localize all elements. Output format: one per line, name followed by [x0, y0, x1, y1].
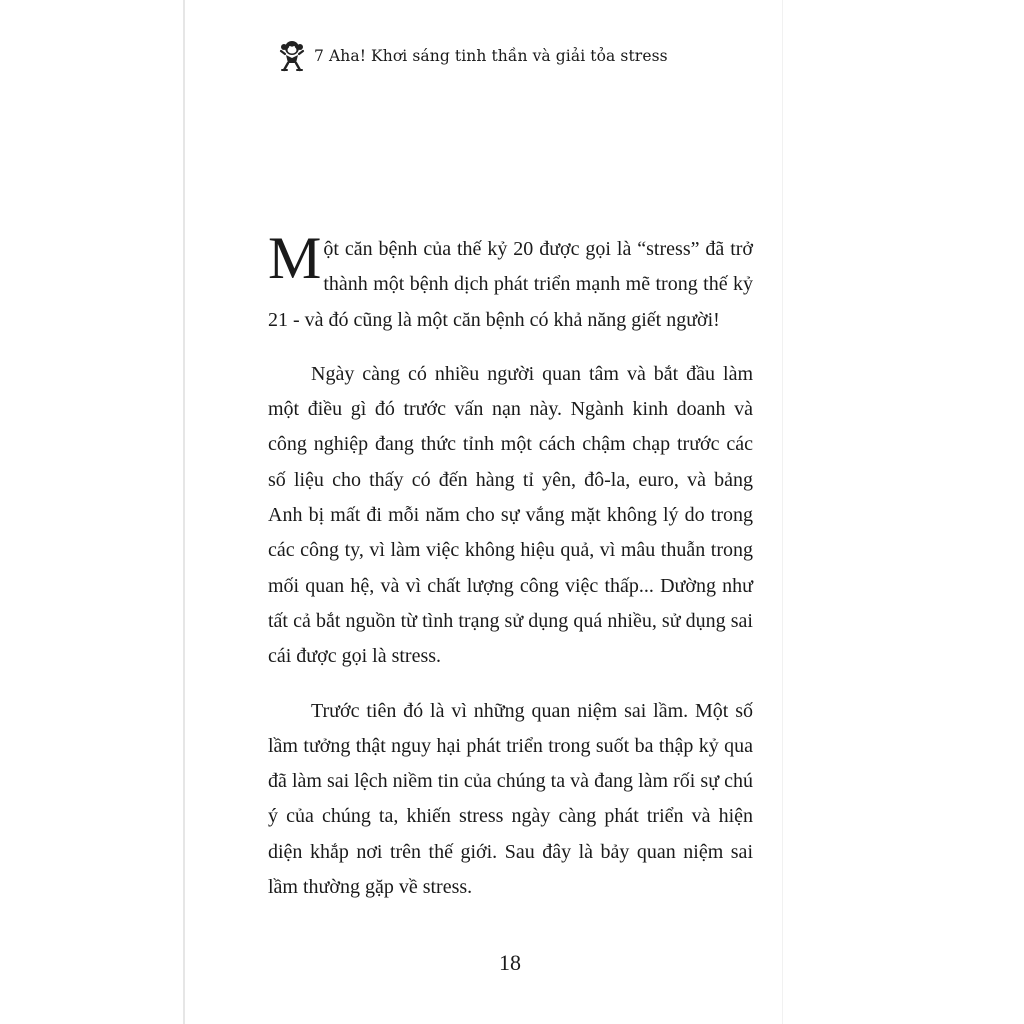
paragraph-1	[268, 225, 753, 338]
page-gutter-line	[183, 0, 185, 1024]
monkey-mascot-icon	[278, 39, 306, 73]
paragraph-2: Ngày càng có nhiều người quan tâm và bắt đầu làm một điều gì đó trước vấn nạn này. Ngành kinh doanh và công nghiệp đang thức tỉnh một cách chậm chạp trước các số liệu cho thấy có đến hàng tỉ yên, đô-la, euro, và bảng Anh bị mất đi mỗi năm cho sự vắng mặt không lý do trong các công ty, vì làm việc không hiệu quả, vì mâu thuẫn trong mối quan hệ, và vì chất lượng công việc thấp... Dường như tất cả bắt nguồn từ tình trạng sử dụng quá nhiều, sử dụng sai cái được gọi là stress.	[268, 362, 753, 668]
page-number: 18	[499, 950, 521, 975]
drop-cap-letter: M	[268, 225, 322, 291]
paragraph-3: Trước tiên đó là vì những quan niệm sai lầm. Một số lầm tưởng thật nguy hại phát triển trong suốt ba thập kỷ qua đã làm sai lệch niềm tin của chúng ta và đang làm rối sự chú ý của chúng ta, khiến stress ngày càng phát triển và hiện diện khắp nơi trên thế giới. Sau đây là bảy quan niệm sai lầm thường gặp về stress.	[268, 699, 753, 899]
running-header	[278, 36, 738, 76]
page-body	[268, 225, 753, 924]
page-edge-line	[782, 0, 783, 1024]
paragraph-1-text: ột căn bệnh của thế kỷ 20 được gọi là “stress” đã trở thành một bệnh dịch phát triển mạnh mẽ trong thế kỷ 21 - và đó cũng là một căn bệnh có khả năng giết người!	[268, 238, 753, 331]
chapter-title: 7 Aha! Khơi sáng tinh thần và giải tỏa stress	[314, 47, 668, 65]
